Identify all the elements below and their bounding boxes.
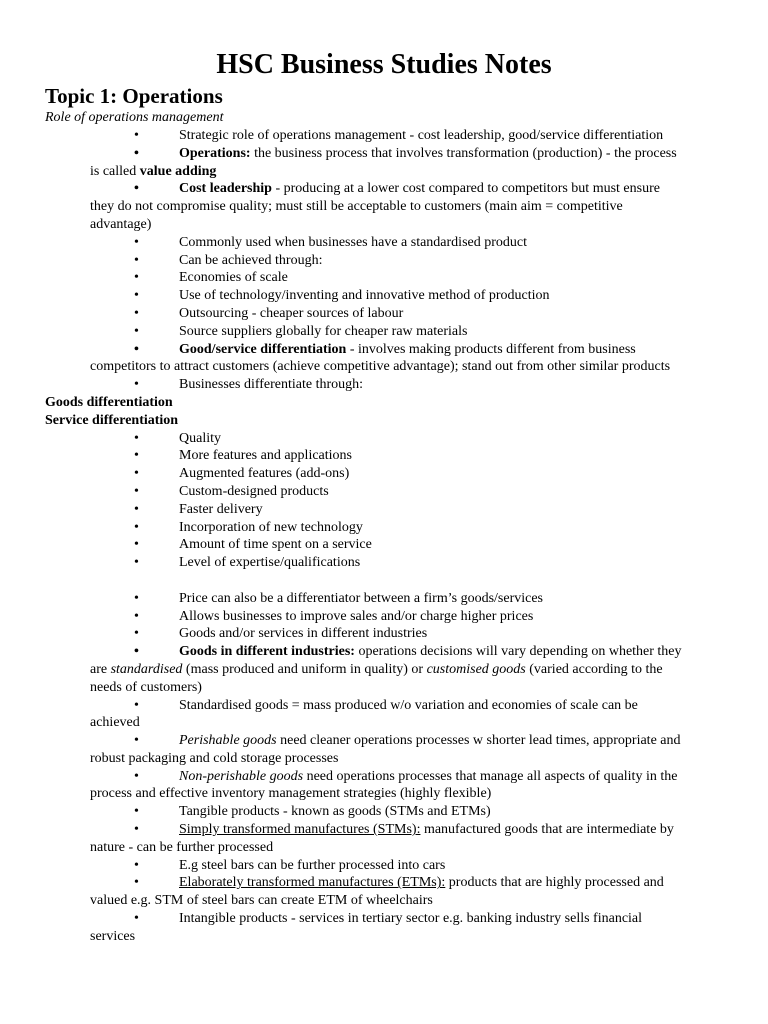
bullet-icon: • [134,911,139,927]
bullet-item: • Cost leadership - producing at a lower cost compared to competitors but must ensure [134,181,660,197]
bullet-icon: • [134,128,139,143]
bullet-item: • Intangible products - services in tertiary sector e.g. banking industry sells financial [134,911,643,927]
bullet-icon: • [134,288,139,304]
bullet-item: • Economies of scale [134,270,288,286]
bullet-item: • Quality [134,430,221,446]
bullet-item: • Good/service differentiation - involves making products different from business [134,341,636,357]
section-subtitle: Role of operations management [45,110,224,125]
bullet-item: • Custom-designed products [134,483,329,499]
bullet-icon: • [134,537,139,553]
bullet-item: • Faster delivery [134,501,263,517]
bullet-icon: • [134,430,139,446]
bullet-item: • Augmented features (add-ons) [134,466,350,482]
bullet-item: • Price can also be a differentiator between a firm’s goods/services [134,590,543,606]
bullet-icon: • [134,483,139,499]
bullet-item: • Elaborately transformed manufactures (ETMs): products that are highly processed and [134,875,664,891]
bullet-icon: • [134,145,139,161]
bullet-item: • Outsourcing - cheaper sources of labour [134,305,404,321]
notes-body [0,127,768,946]
bullet-icon: • [134,626,139,642]
bullet-icon: • [134,466,139,482]
bullet-icon: • [134,305,139,321]
bullet-icon: • [134,608,139,624]
continuation-line: achieved [90,715,140,731]
bullet-item: • Can be achieved through: [134,252,323,268]
bullet-icon: • [134,234,139,250]
bullet-item: • Perishable goods need cleaner operations processes w shorter lead times, appropriate and [134,733,681,749]
continuation-line: process and effective inventory management strategies (highly flexible) [90,786,492,802]
bullet-icon: • [134,270,139,286]
continuation-line: is called value adding [90,163,217,179]
bullet-item: • Simply transformed manufactures (STMs): manufactured goods that are intermediate by [134,822,674,838]
bullet-item: • Non-perishable goods need operations processes that manage all aspects of quality in the [134,768,678,784]
bullet-item: • Goods and/or services in different industries [134,626,428,642]
bullet-item: • Strategic role of operations management - cost leadership, good/service differentiation [134,128,664,143]
bullet-item: • Operations: the business process that involves transformation (production) - the process [134,145,677,161]
continuation-line: robust packaging and cold storage processes [90,750,339,766]
bullet-icon: • [134,448,139,464]
bullet-icon: • [134,644,139,660]
bullet-icon: • [134,181,139,197]
bullet-icon: • [134,323,139,339]
bullet-item: • Commonly used when businesses have a standardised product [134,234,527,250]
bullet-icon: • [134,804,139,820]
bullet-icon: • [134,733,139,749]
bullet-icon: • [134,519,139,535]
bullet-item: • Tangible products - known as goods (STMs and ETMs) [134,804,491,820]
continuation-line: valued e.g. STM of steel bars can create ETM of wheelchairs [90,893,433,909]
topic-heading: Topic 1: Operations [45,84,223,108]
bullet-item: • Source suppliers globally for cheaper raw materials [134,323,468,339]
bullet-icon: • [134,697,139,713]
continuation-line: nature - can be further processed [90,839,274,855]
subheading: Goods differentiation [45,394,173,410]
bullet-icon: • [134,501,139,517]
bullet-item: • E.g steel bars can be further processed into cars [134,857,446,873]
bullet-item: • Incorporation of new technology [134,519,363,535]
bullet-icon: • [134,875,139,891]
subheading: Service differentiation [45,412,179,428]
bullet-item: • Use of technology/inventing and innovative method of production [134,288,550,304]
bullet-icon: • [134,377,139,393]
document-title: HSC Business Studies Notes [216,49,552,80]
blank-line [0,572,768,590]
bullet-icon: • [134,590,139,606]
continuation-line: advantage) [90,216,152,232]
continuation-line: they do not compromise quality; must still be acceptable to customers (main aim = competitive [90,199,623,215]
bullet-item: • Businesses differentiate through: [134,377,364,393]
bullet-item: • Goods in different industries: operations decisions will vary depending on whether they [134,644,682,660]
continuation-line: needs of customers) [90,679,202,695]
continuation-line: competitors to attract customers (achieve competitive advantage); stand out from other similar products [90,359,671,375]
continuation-line: are standardised (mass produced and uniform in quality) or customised goods (varied according to the [90,661,663,677]
bullet-item: • Level of expertise/qualifications [134,555,361,571]
bullet-icon: • [134,555,139,571]
bullet-icon: • [134,768,139,784]
bullet-item: • Amount of time spent on a service [134,537,372,553]
continuation-line: services [90,928,136,944]
bullet-icon: • [134,822,139,838]
bullet-item: • More features and applications [134,448,352,464]
bullet-item: • Standardised goods = mass produced w/o variation and economies of scale can be [134,697,638,713]
bullet-icon: • [134,252,139,268]
bullet-icon: • [134,341,139,357]
bullet-item: • Allows businesses to improve sales and/or charge higher prices [134,608,534,624]
bullet-icon: • [134,857,139,873]
